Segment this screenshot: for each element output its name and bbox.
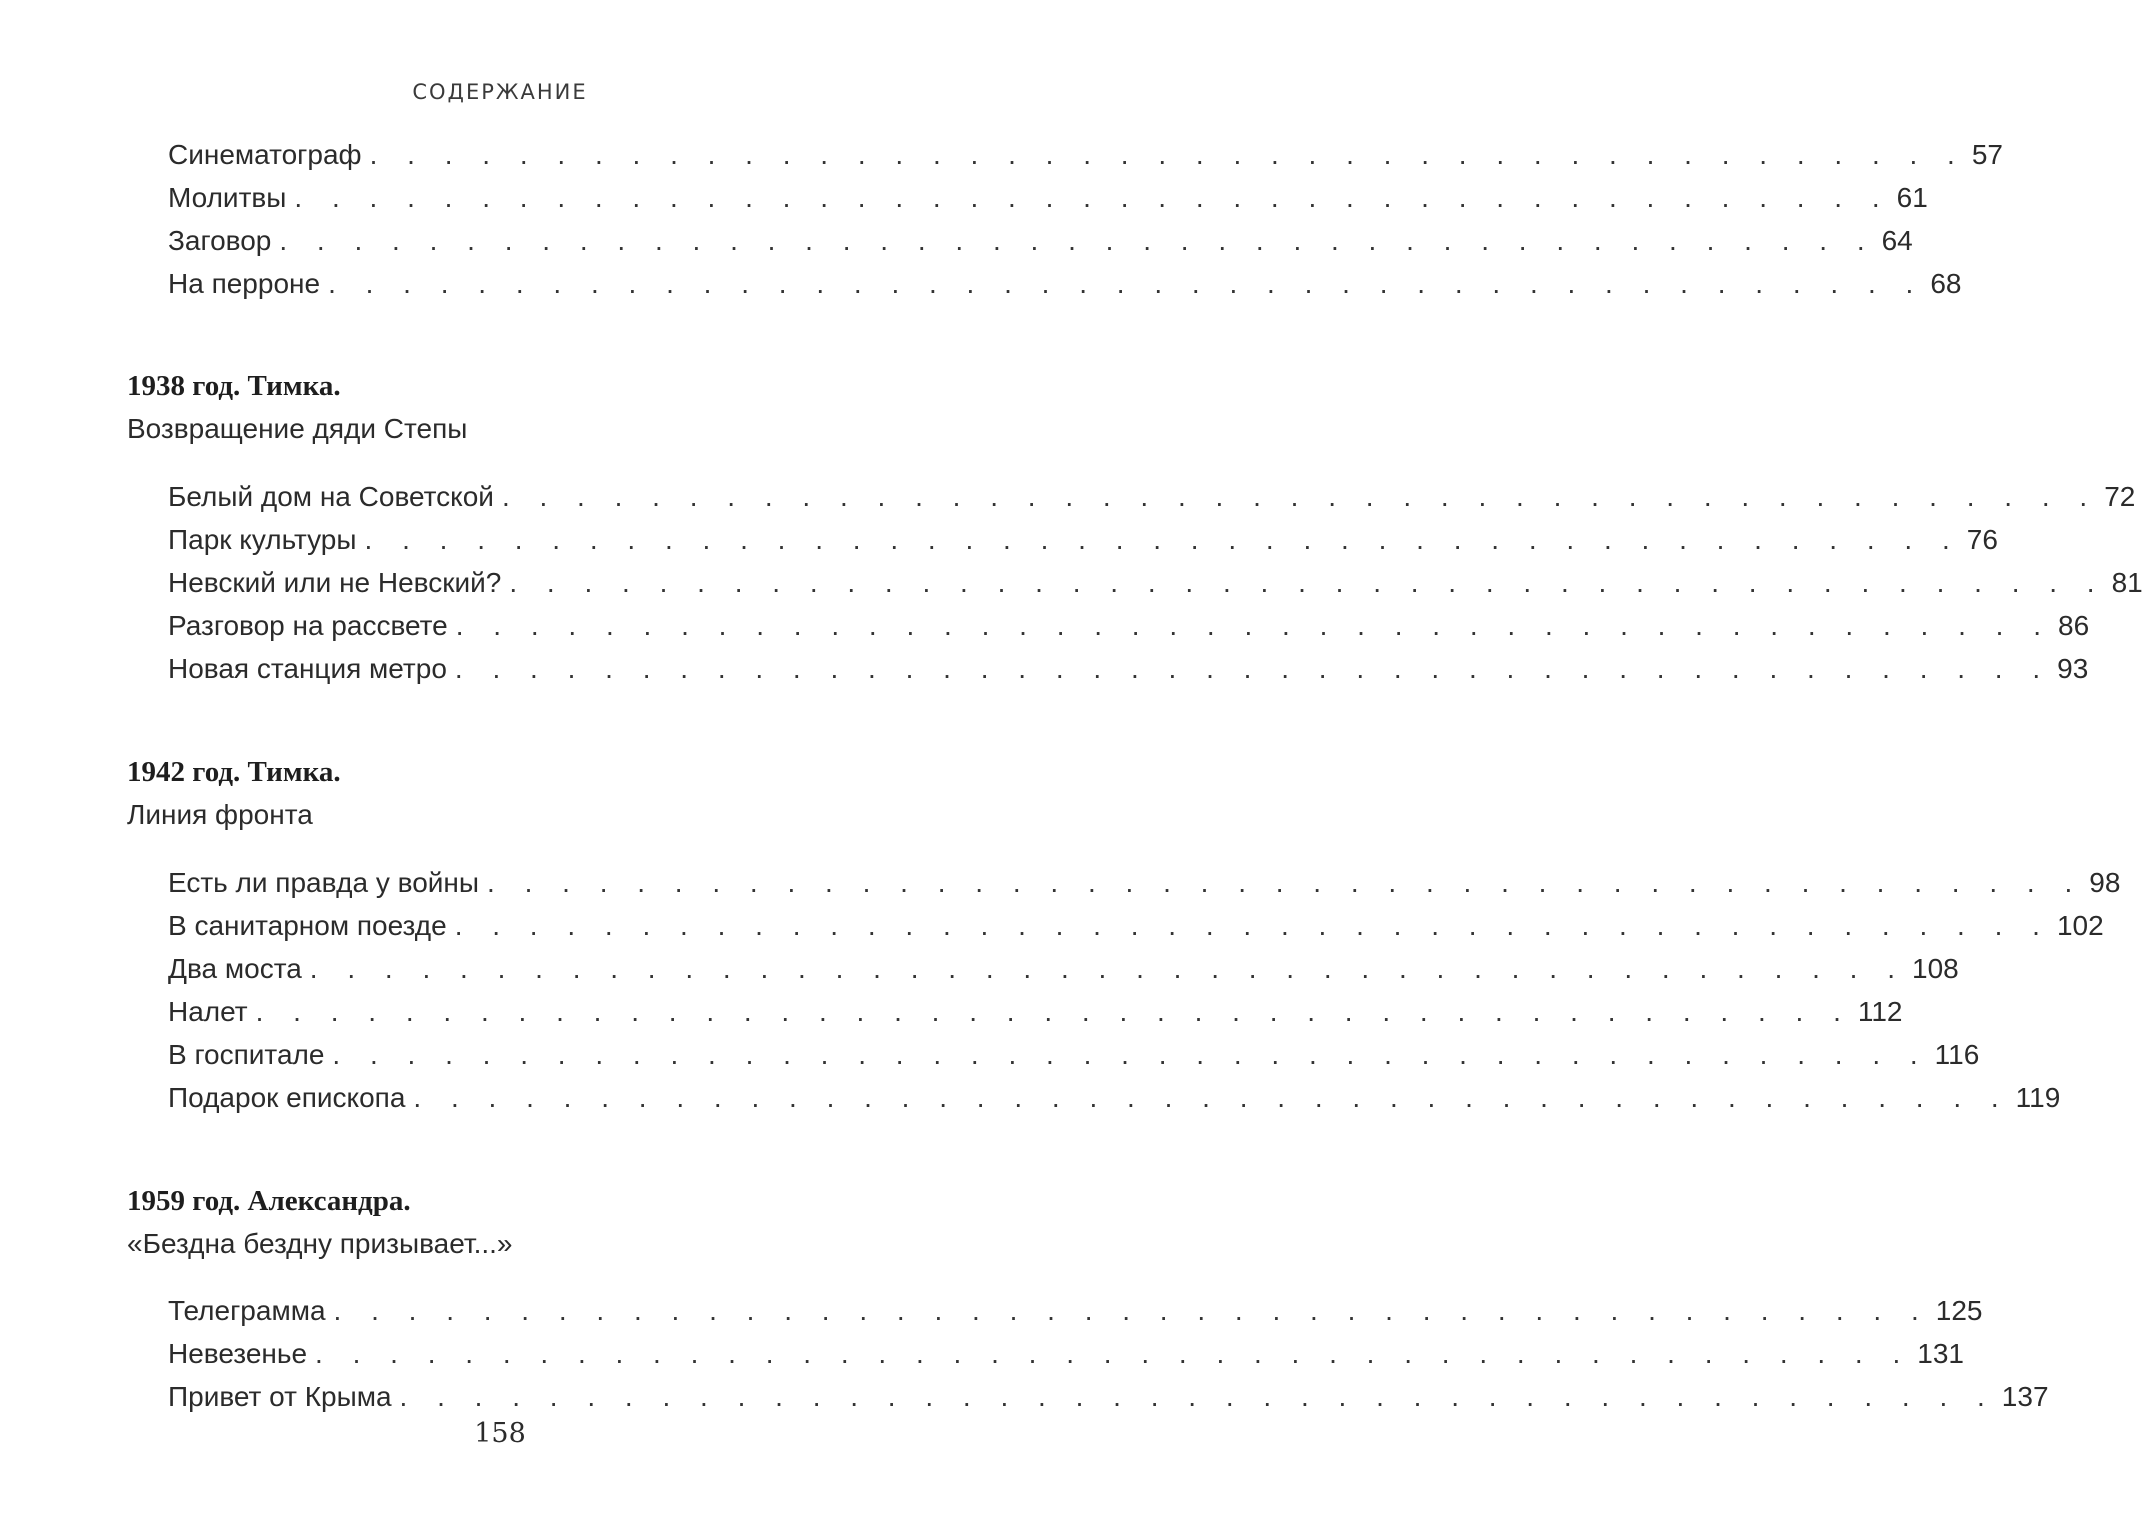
toc-group-1938 (168, 481, 2143, 696)
toc-entry-title: Новая станция метро (168, 653, 447, 684)
toc-dot-leader: . . . . . . . . . . . . . . . . . . . . . . . . . . . . . . . . . . . . . . . . . . . (369, 139, 1966, 170)
toc-dot-leader: . . . . . . . . . . . . . . . . . . . . . . . . . . . . . . . . . . . . . . . . . . . (509, 567, 2106, 598)
toc-dot-leader: . . . . . . . . . . . . . . . . . . . . . . . . . . . . . . . . . . . . . . . . . . . (255, 996, 1852, 1027)
toc-entry-title: Два моста (168, 953, 302, 984)
toc-entry-page: 116 (1934, 1039, 1980, 1070)
toc-entry[interactable] (168, 1082, 2061, 1125)
toc-entry-title: Синематограф (168, 139, 362, 170)
toc-entry-page: 112 (1857, 996, 1903, 1027)
toc-entry-page: 81 (2111, 567, 2143, 598)
toc-entry[interactable] (168, 610, 2090, 653)
toc-entry[interactable] (168, 139, 2003, 182)
toc-entry[interactable] (168, 910, 2104, 953)
toc-dot-leader: . . . . . . . . . . . . . . . . . . . . . . . . . . . . . . . . . . . . . . . . . . . (328, 268, 1925, 299)
toc-entry[interactable] (168, 567, 2143, 610)
toc-entry-title: Телеграмма (168, 1295, 326, 1326)
toc-entry-title: На перроне (168, 268, 321, 299)
toc-entry-title: Заговор (168, 225, 272, 256)
toc-entry[interactable] (168, 867, 2121, 910)
toc-entry[interactable] (168, 225, 1913, 268)
section-subtitle: Линия фронта (127, 799, 313, 830)
toc-entry-title: Есть ли правда у войны (168, 867, 480, 898)
toc-entry-page: 137 (2001, 1381, 2049, 1412)
toc-dot-leader: . . . . . . . . . . . . . . . . . . . . . . . . . . . . . . . . . . . . . . . . . . . (294, 182, 1891, 213)
toc-entry-title: Разговор на рассвете (168, 610, 448, 641)
toc-entry[interactable] (168, 953, 1959, 996)
toc-entry-title: Подарок епископа (168, 1082, 406, 1113)
section-heading: 1959 год. Александра. (127, 1185, 411, 1217)
toc-dot-leader: . . . . . . . . . . . . . . . . . . . . . . . . . . . . . . . . . . . . . . . . . . . (399, 1381, 1996, 1412)
toc-dot-leader: . . . . . . . . . . . . . . . . . . . . . . . . . . . . . . . . . . . . . . . . . . . (279, 225, 1876, 256)
section-heading: 1942 год. Тимка. (127, 756, 341, 788)
toc-entry[interactable] (168, 996, 1903, 1039)
toc-entry[interactable] (168, 653, 2089, 696)
toc-entry-page: 72 (2104, 481, 2136, 512)
toc-dot-leader: . . . . . . . . . . . . . . . . . . . . . . . . . . . . . . . . . . . . . . . . . . . (455, 610, 2052, 641)
toc-entry-title: Невский или не Невский? (168, 567, 502, 598)
toc-dot-leader: . . . . . . . . . . . . . . . . . . . . . . . . . . . . . . . . . . . . . . . . . . . (309, 953, 1907, 984)
toc-entry-page: 64 (1881, 225, 1913, 256)
toc-group-1959 (168, 1295, 2049, 1424)
toc-entry[interactable] (168, 268, 1962, 311)
toc-entry-title: Молитвы (168, 182, 287, 213)
toc-entry-title: В госпитале (168, 1039, 325, 1070)
toc-dot-leader: . . . . . . . . . . . . . . . . . . . . . . . . . . . . . . . . . . . . . . . . . . . (413, 1082, 2010, 1113)
toc-entry-page: 125 (1935, 1295, 1983, 1326)
section-subtitle: Возвращение дяди Степы (127, 413, 468, 444)
section-heading: 1938 год. Тимка. (127, 370, 341, 402)
toc-dot-leader: . . . . . . . . . . . . . . . . . . . . . . . . . . . . . . . . . . . . . . . . . . . (333, 1295, 1930, 1326)
toc-entry-title: В санитарном поезде (168, 910, 447, 941)
toc-dot-leader: . . . . . . . . . . . . . . . . . . . . . . . . . . . . . . . . . . . . . . . . . . . (315, 1338, 1912, 1369)
toc-entry-title: Белый дом на Советской (168, 481, 494, 512)
toc-entry[interactable] (168, 524, 1998, 567)
toc-group-continued (168, 139, 2003, 311)
toc-entry[interactable] (168, 1295, 1983, 1338)
toc-dot-leader: . . . . . . . . . . . . . . . . . . . . . . . . . . . . . . . . . . . . . . . . . . . (454, 653, 2052, 684)
toc-entry-title: Привет от Крыма (168, 1381, 392, 1412)
toc-entry[interactable] (168, 481, 2136, 524)
toc-entry-page: 102 (2056, 910, 2104, 941)
toc-entry[interactable] (168, 182, 1928, 225)
toc-entry-page: 119 (2015, 1082, 2061, 1113)
toc-entry-page: 131 (1917, 1338, 1964, 1369)
toc-dot-leader: . . . . . . . . . . . . . . . . . . . . . . . . . . . . . . . . . . . . . . . . . . . (501, 481, 2099, 512)
toc-entry-page: 76 (1966, 524, 1998, 555)
toc-entry-page: 93 (2057, 653, 2089, 684)
toc-dot-leader: . . . . . . . . . . . . . . . . . . . . . . . . . . . . . . . . . . . . . . . . . . . (454, 910, 2051, 941)
toc-entry-page: 68 (1930, 268, 1962, 299)
toc-entry[interactable] (168, 1039, 1980, 1082)
toc-dot-leader: . . . . . . . . . . . . . . . . . . . . . . . . . . . . . . . . . . . . . . . . . . . (487, 867, 2084, 898)
running-header: СОДЕРЖАНИЕ (412, 80, 588, 104)
toc-entry-title: Невезенье (168, 1338, 308, 1369)
toc-entry-page: 108 (1912, 953, 1959, 984)
toc-entry-title: Налет (168, 996, 248, 1027)
toc-entry-page: 61 (1896, 182, 1928, 213)
toc-entry-page: 57 (1971, 139, 2003, 170)
toc-entry-page: 86 (2058, 610, 2090, 641)
section-subtitle: «Бездна бездну призывает...» (127, 1228, 513, 1259)
page-number: 158 (474, 1418, 526, 1449)
toc-entry[interactable] (168, 1338, 1964, 1381)
toc-entry-page: 98 (2089, 867, 2121, 898)
toc-entry-title: Парк культуры (168, 524, 357, 555)
toc-dot-leader: . . . . . . . . . . . . . . . . . . . . . . . . . . . . . . . . . . . . . . . . . . . (332, 1039, 1929, 1070)
toc-dot-leader: . . . . . . . . . . . . . . . . . . . . . . . . . . . . . . . . . . . . . . . . . . . (364, 524, 1961, 555)
toc-group-1942 (168, 867, 2121, 1125)
